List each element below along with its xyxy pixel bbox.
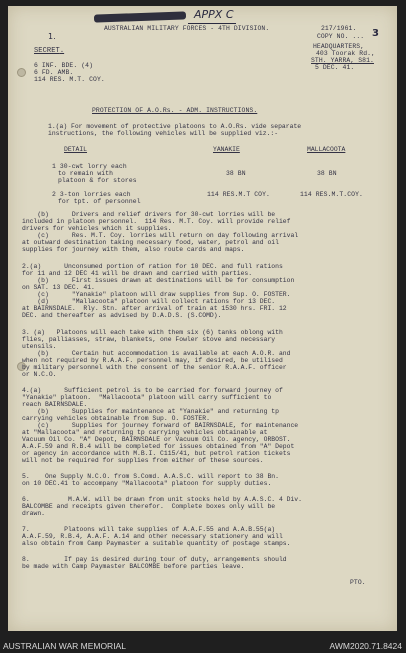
para-4-line-3: reach BAIRNSDALE. [22, 401, 88, 408]
copy-number-annotation: 3 [372, 28, 379, 39]
para-3-line-2: flies, palliasses, straw, blankets, one Fowler stove and necessary [22, 336, 276, 343]
para-4-line-10: or agency in accordance with M.B.I. C115/41, but petrol ration tickets [22, 450, 291, 457]
document-title: AUSTRALIAN MILITARY FORCES - 4TH DIVISION. [104, 25, 270, 32]
address-line-2: 403 Toorak Rd., [316, 50, 376, 57]
para-3-line-7: or N.C.O. [22, 371, 57, 378]
para-3-line-6: by military personnel with the consent of the senior R.A.A.F. officer [22, 364, 287, 371]
para-2-line-5: (c) "Yanakie" platoon will draw supplies from Sup. O. FOSTER. [22, 291, 291, 298]
para-4-line-9: A.A.F.59 and R.B.4 will be completed for issues obtained from "A" Depot [22, 443, 295, 450]
intro-line-2: instructions, the following vehicles will be supplied viz.:- [48, 130, 279, 137]
addressee-3: 114 RES. M.T. COY. [34, 76, 105, 83]
footer-institution: AUSTRALIAN WAR MEMORIAL [3, 641, 126, 651]
para-4-line-11: will not be required for supplies from either of these sources. [22, 457, 264, 464]
para-8-line-2: be made with Camp Paymaster BALCOMBE before parties leave. [22, 563, 245, 570]
copy-number: COPY NO. ... [317, 33, 365, 40]
intro-line-1: 1.(a) For movement of protective platoons to A.O.Rs. vide separate [48, 123, 302, 130]
table-row-2-detail-b: for tpt. of personnel [58, 198, 141, 205]
para-6-line-3: drawn. [22, 510, 46, 517]
table-row-2-detail-a: 2 3-ton lorries each [52, 191, 131, 198]
page-number-annotation: 1. [48, 32, 56, 41]
appendix-underline [188, 23, 236, 24]
para-4-line-7: at "Mallacoota" and returning tp carrying vehicles obtainable at [22, 429, 268, 436]
table-row-1-detail-c: platoon & for stores [58, 177, 137, 184]
punch-hole-top [17, 68, 26, 77]
para-6-line-1: 6. M.A.W. will be drawn from unit stocks held by A.A.S.C. 4 Div. [22, 496, 302, 503]
para-2-line-6: (d) "Mallacoota" platoon will collect rations for 13 DEC. [22, 298, 276, 305]
para-7-line-2: A.A.F.59, R.B.4, A.A.F. A.14 and other necessary stationery and will [22, 533, 283, 540]
para-2-line-4: on SAT. 13 DEC. 41. [22, 284, 95, 291]
para-7-line-1: 7. Platoons will take supplies of A.A.F.55 and A.A.B.55(a) [22, 526, 276, 533]
footer-accession-number: AWM2020.71.8424 [329, 641, 402, 651]
para-1bc-line-4: (c) Res. M.T. Coy. lorries will return on day following arrival [22, 232, 299, 239]
para-3-line-4: (b) Certain hut accommodation is available at each A.O.R. and [22, 350, 291, 357]
table-row-1-detail-a: 1 30-cwt lorry each [52, 163, 127, 170]
para-2-line-8: DEC. and thereafter as advised by D.A.D.S. (S.COMD). [22, 312, 222, 319]
para-4-line-1: 4.(a) Sufficient petrol is to be carried for forward journey of [22, 387, 283, 394]
document-page [8, 6, 397, 631]
para-7-line-3: also obtain from Camp Paymaster a suitable quantity of postage stamps. [22, 540, 291, 547]
table-row-2-yanakie: 114 RES.M.T COY. [207, 191, 270, 198]
para-2-line-2: for 11 and 12 DEC 41 will be drawn and carried with parties. [22, 270, 253, 277]
table-row-1-mallacoota: 38 BN [317, 170, 337, 177]
table-header-detail: DETAIL [64, 146, 88, 153]
secret-label: SECRET [34, 47, 60, 55]
table-row-1-detail-b: to remain with [58, 170, 114, 177]
para-4-line-6: (c) Supplies for journey forward of BAIRNSDALE, for maintenance [22, 422, 299, 429]
address-line-1: HEADQUARTERS, [313, 43, 365, 50]
para-2-line-1: 2.(a) Unconsumed portion of ration for 10 DEC. and full rations [22, 263, 283, 270]
para-2-line-7: at BAIRNSDALE. Rly. Stn. after arrival of train at 1530 hrs. FRI. 12 [22, 305, 287, 312]
para-5-line-2: on 10 DEC.41 to accompany "Mallacoota" platoon for supply duties. [22, 480, 272, 487]
para-1bc-line-2: included in platoon personnel. 114 Res. M.T. Coy. will provide relief [22, 218, 291, 225]
address-date: 5 DEC. 41. [315, 64, 355, 71]
para-6-line-2: BALCOMBE and receipts given therefor. Complete boxes only will be [22, 503, 276, 510]
addressee-1: 6 INF. BDE. (4) [34, 62, 94, 69]
para-5-line-1: 5. One Supply N.C.O. from S.Comd. A.A.S.C. will report to 38 Bn. [22, 473, 279, 480]
para-3-line-3: utensils. [22, 343, 57, 350]
para-4-line-8: Vacuum Oil Co. "A" Depot, BAIRNSDALE or Vacuum Oil Co. agency, ORBOST. [22, 436, 291, 443]
table-row-2-mallacoota: 114 RES.M.T.COY. [300, 191, 363, 198]
subject-heading: PROTECTION OF A.O.Rs. - ADM. INSTRUCTIONS. [92, 107, 258, 114]
table-header-yanakie: YANAKIE [213, 146, 240, 153]
appendix-annotation: APPX C [194, 8, 234, 21]
para-3-line-1: 3. (a) Platoons will each take with them six (6) tanks oblong with [22, 329, 283, 336]
table-header-mallacoota: MALLACOOTA [307, 146, 346, 153]
para-2-line-3: (b) First issues drawn at destinations will be for consumption [22, 277, 295, 284]
security-classification: SECRET. [34, 47, 65, 55]
address-line-3: STH. YARRA, S81. [311, 57, 374, 64]
para-4-line-2: "Yanakie" platoon. "Mallacoota" platoon will carry sufficient to [22, 394, 272, 401]
table-row-1-yanakie: 38 BN [226, 170, 246, 177]
please-turn-over: PTO. [350, 579, 366, 586]
para-1bc-line-1: (b) Drivers and relief drivers for 30-cwt lorries will be [22, 211, 276, 218]
para-8-line-1: 8. If pay is desired during tour of duty, arrangements should [22, 556, 287, 563]
para-4-line-4: (b) Supplies for maintenance at "Yanakie" and returning tp [22, 408, 279, 415]
para-4-line-5: carrying vehicles obtainable from Sup. O. FOSTER. [22, 415, 210, 422]
para-1bc-line-3: drivers for vehicles which it supplies. [22, 225, 172, 232]
para-1bc-line-5: at outward destination taking necessary food, water, petrol and oil [22, 239, 279, 246]
archive-footer [0, 638, 406, 653]
para-1bc-line-6: supplies for journey with them, also route cards and maps. [22, 246, 245, 253]
addressee-2: 6 FD. AMB. [34, 69, 74, 76]
file-reference: 217/1961. [321, 25, 357, 32]
redacted-stamp [94, 11, 186, 22]
para-3-line-5: when not required by R.A.A.F. personnel may, if desired, be utilised [22, 357, 283, 364]
